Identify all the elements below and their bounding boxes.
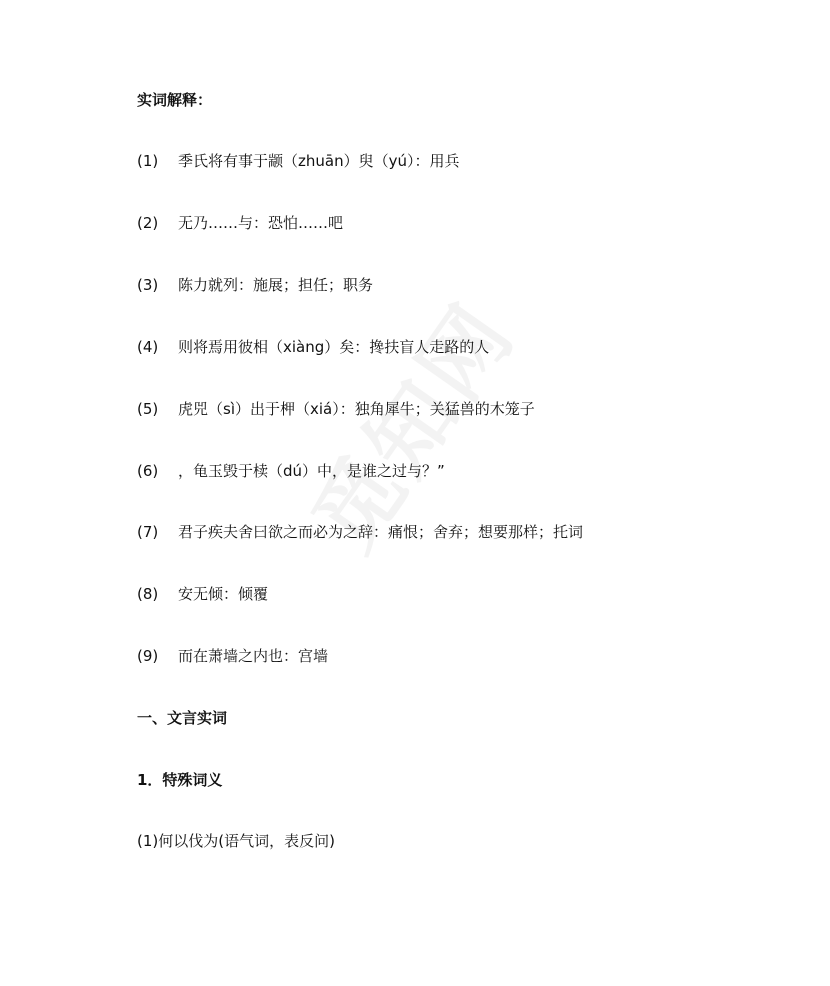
list-item <box>137 213 343 233</box>
list-item <box>137 522 583 542</box>
item-number: (1) <box>137 152 159 170</box>
item-text: 虎兕（sì）出于柙（xiá）：独角犀牛；关猛兽的木笼子 <box>178 400 535 418</box>
list-item <box>137 646 328 666</box>
list-item <box>137 399 535 419</box>
item-text: 则将焉用彼相（xiàng）矣：搀扶盲人走路的人 <box>178 338 490 356</box>
list-item <box>137 337 489 357</box>
item-number: (5) <box>137 400 159 418</box>
list-item <box>137 461 445 481</box>
item-number: (6) <box>137 462 159 480</box>
example-line: (1)何以伐为(语气词，表反问) <box>137 832 335 850</box>
item-text: 陈力就列：施展；担任；职务 <box>178 276 374 294</box>
page-title: 实词解释： <box>137 91 213 109</box>
section-heading: 一、文言实词 <box>137 709 228 727</box>
list-item <box>137 584 268 604</box>
item-text: 安无倾：倾覆 <box>178 585 269 603</box>
item-text: ，龟玉毁于椟（dú）中，是谁之过与？” <box>178 462 445 480</box>
item-text: 无乃……与：恐怕……吧 <box>178 214 344 232</box>
item-number: (3) <box>137 276 159 294</box>
item-text: 季氏将有事于颛（zhuān）臾（yú）：用兵 <box>178 152 460 170</box>
item-number: (9) <box>137 647 159 665</box>
list-item <box>137 151 459 171</box>
item-number: (8) <box>137 585 159 603</box>
list-item <box>137 275 373 295</box>
item-number: (7) <box>137 523 159 541</box>
item-text: 君子疾夫舍曰欲之而必为之辞：痛恨；舍弃；想要那样；托词 <box>178 523 584 541</box>
item-text: 而在萧墙之内也：宫墙 <box>178 647 329 665</box>
subsection-heading: 1．特殊词义 <box>137 771 223 789</box>
item-number: (4) <box>137 338 159 356</box>
item-number: (2) <box>137 214 159 232</box>
